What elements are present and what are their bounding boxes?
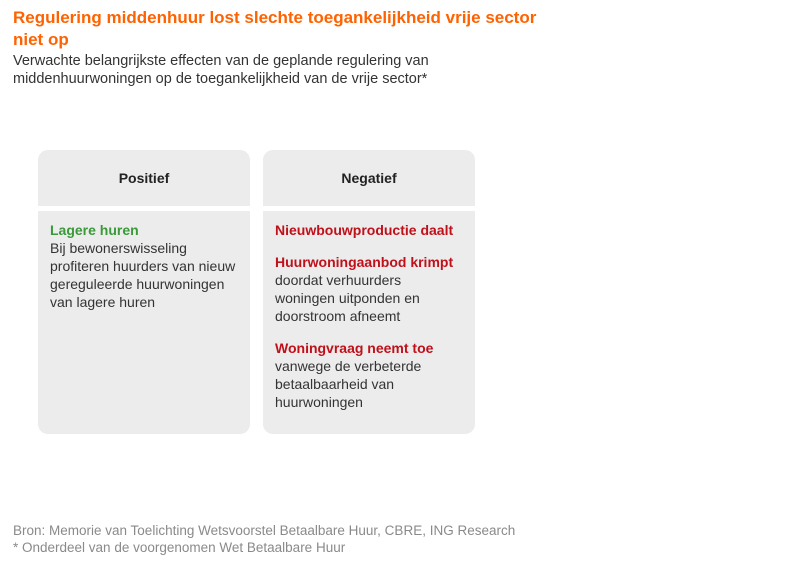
negative-column: [263, 150, 475, 434]
footnote: * Onderdeel van de voorgenomen Wet Betaalbare Huur: [13, 540, 346, 555]
positive-header: Positief: [38, 150, 250, 206]
negative-item-text: doordat verhuurders woningen uitponden en doorstroom afneemt: [275, 272, 420, 324]
positive-item-text: Bij bewonerswisseling profiteren huurders van nieuw gereguleerde huurwoningen van lagere huren: [50, 240, 236, 310]
source-note: Bron: Memorie van Toelichting Wetsvoorstel Betaalbare Huur, CBRE, ING Research: [13, 523, 516, 538]
negative-header: Negatief: [263, 150, 475, 206]
negative-item: [275, 339, 463, 411]
negative-item: [275, 221, 463, 239]
positive-body: [38, 211, 250, 434]
positive-column: [38, 150, 250, 434]
negative-item-title: Woningvraag neemt toe: [275, 340, 434, 356]
negative-item-title: Huurwoningaanbod krimpt: [275, 254, 454, 270]
chart-title: Regulering middenhuur lost slechte toegankelijkheid vrije sector niet op: [13, 8, 537, 49]
negative-item-title: Nieuwbouwproductie daalt: [275, 222, 454, 238]
footer: [13, 522, 713, 556]
negative-body: [263, 211, 475, 434]
negative-item-text: vanwege de verbeterde betaalbaarheid van huurwoningen: [275, 358, 422, 410]
chart-subtitle: Verwachte belangrijkste effecten van de geplande regulering van middenhuurwoningen op de toegankelijkheid van de vrije sector*: [13, 53, 429, 87]
positive-item: [50, 221, 238, 311]
negative-item: [275, 253, 463, 325]
positive-item-title: Lagere huren: [50, 222, 139, 238]
